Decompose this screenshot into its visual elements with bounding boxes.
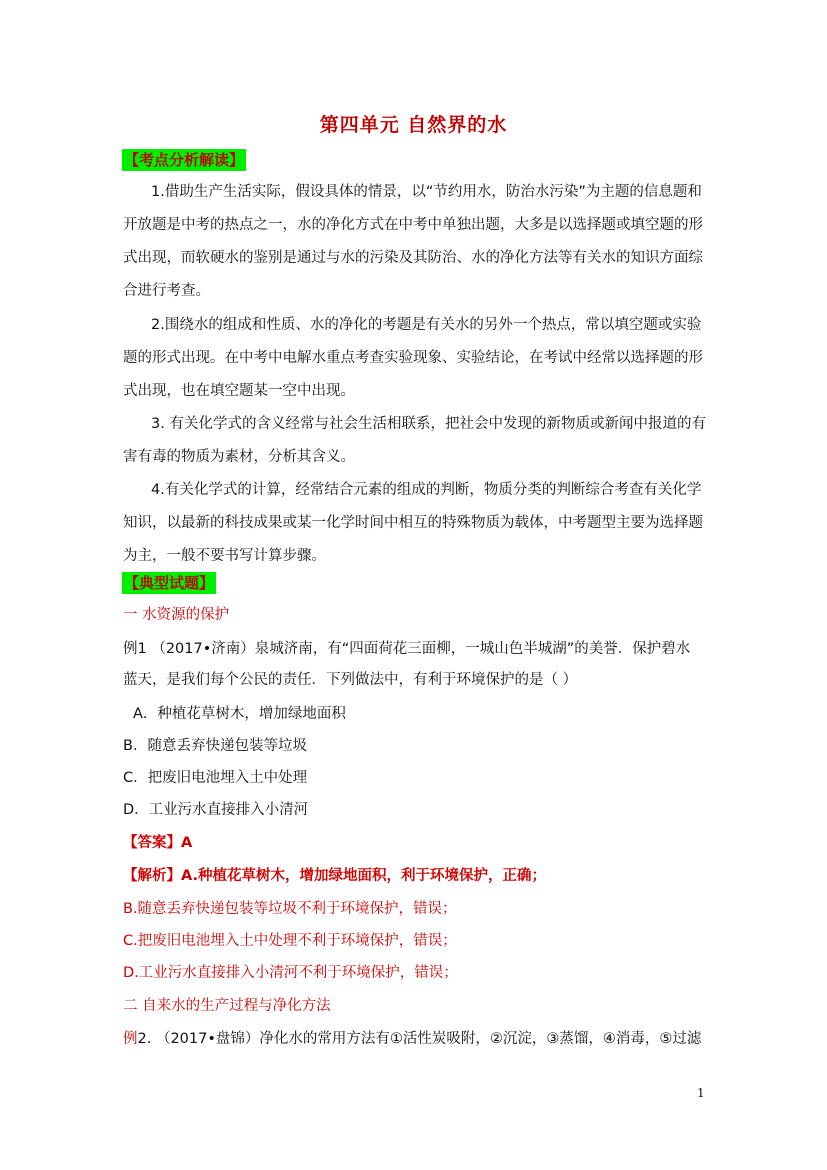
analysis-paragraph-4: 4.有关化学式的计算，经常结合元素的组成的判断，物质分类的判断综合考查有关化学知识，以最新的科技成果或某一化学时间中相互的特殊物质为载体，中考题型主要为选择题为主，一般不要书写计算步骤。 xyxy=(123,482,703,564)
analysis-paragraph-1: 1.借助生产生活实际，假设具体的情景，以“节约用水，防治水污染”为主题的信息题和开放题是中考的热点之一，水的净化方式在中考中单独出题，大多是以选择题或填空题的形式出现，而软硬水的鉴别是通过与水的污染及其防治、水的净化方法等有关水的知识方面综合进行考查。 xyxy=(123,184,703,299)
analysis-text-a: A.种植花草树木，增加绿地面积，利于环境保护，正确； xyxy=(181,868,546,884)
page-number: 1 xyxy=(697,1086,705,1100)
option-d: D．工业污水直接排入小清河 xyxy=(123,802,309,818)
example-2-text: 2. （2017•盘锦）净化水的常用方法有①活性炭吸附，②沉淀，③蒸馏，④消毒，⑤过滤 xyxy=(137,1031,702,1047)
analysis-paragraph-3: 3. 有关化学式的含义经常与社会生活相联系，把社会中发现的新物质或新闻中报道的有害有毒的物质为素材，分析其含义。 xyxy=(123,416,706,465)
example-1-line-2: 蓝天，是我们每个公民的责任．下列做法中，有利于环境保护的是（ ） xyxy=(123,672,578,688)
option-a: A．种植花草树木，增加绿地面积 xyxy=(133,706,346,722)
answer-line xyxy=(123,833,192,853)
analysis-line-1 xyxy=(123,866,546,886)
analysis-text-b: B.随意丢弃快递包装等垃圾不利于环境保护，错误； xyxy=(123,901,457,917)
answer-label: 【答案】 xyxy=(123,835,181,851)
analysis-text-c: C.把废旧电池埋入土中处理不利于环境保护，错误； xyxy=(123,933,457,949)
page-title: 第四单元 自然界的水 xyxy=(319,114,508,136)
analysis-paragraph-2: 2.围绕水的组成和性质、水的净化的考题是有关水的另外一个热点，常以填空题或实验题的形式出现。在中考中电解水重点考查实验现象、实验结论，在考试中经常以选择题的形式出现，也在填空题某一空中出现。 xyxy=(123,317,703,399)
example-1-line-1: 例1 （2017•济南）泉城济南，有“四面荷花三面柳，一城山色半城湖”的美誉．保护碧水 xyxy=(123,641,691,657)
topic-1-heading: 一 水资源的保护 xyxy=(123,607,230,623)
example-2-prefix: 例 xyxy=(123,1031,138,1047)
analysis-tag: 【考点分析解读】 xyxy=(124,151,245,169)
topic-2-heading: 二 自来水的生产过程与净化方法 xyxy=(123,998,331,1014)
option-b: B．随意丢弃快递包装等垃圾 xyxy=(123,738,307,754)
analysis-label: 【解析】 xyxy=(123,868,181,884)
example-2-line xyxy=(123,1029,701,1049)
answer-value: A xyxy=(181,835,193,851)
option-c: C．把废旧电池埋入土中处理 xyxy=(123,770,308,786)
analysis-text-d: D.工业污水直接排入小清河不利于环境保护，错误； xyxy=(123,965,458,981)
examples-tag: 【典型试题】 xyxy=(124,574,215,592)
